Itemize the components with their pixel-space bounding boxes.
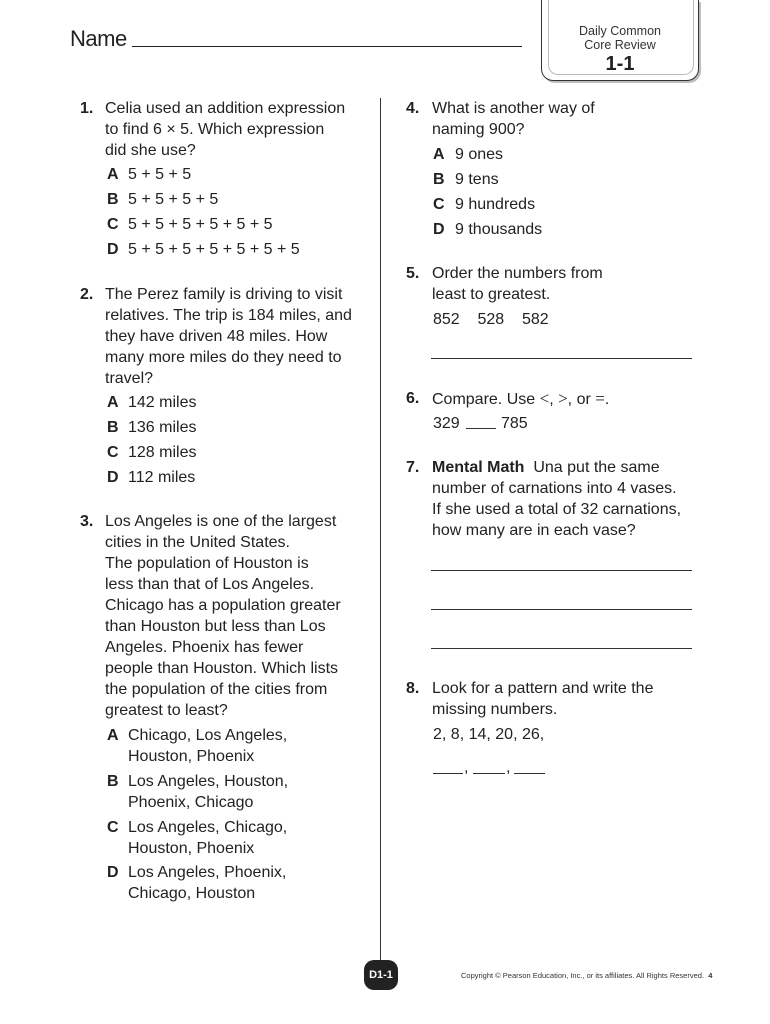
q3-text-line: less than that of Los Angeles. (105, 576, 315, 593)
review-code: 1-1 (605, 53, 635, 75)
q6-left-value: 329 (433, 415, 460, 432)
q2-option-b-letter[interactable]: B (107, 419, 119, 436)
page-badge: D1-1 (364, 960, 398, 990)
q3-option-c-letter[interactable]: C (107, 819, 119, 836)
q7-mental-math-label: Mental Math (432, 459, 525, 476)
q2-number: 2. (80, 286, 94, 303)
q3-text-line: people than Houston. Which lists (105, 660, 339, 677)
q4-option-d-letter[interactable]: D (433, 221, 445, 238)
q6-end: . (604, 391, 610, 408)
q3-text-line: than Houston but less than Los (105, 618, 326, 635)
q8-comma: , (464, 759, 469, 776)
q4-option-c-text[interactable]: 9 hundreds (455, 196, 536, 213)
q5-numbers: 852 528 582 (433, 311, 549, 328)
q1-option-a-letter[interactable]: A (107, 166, 119, 183)
q8-answer-blank[interactable] (514, 773, 545, 774)
q7-answer-line[interactable] (431, 609, 692, 610)
q8-number: 8. (406, 680, 420, 697)
q7-answer-line[interactable] (431, 570, 692, 571)
q3-option-c-line2[interactable]: Houston, Phoenix (128, 840, 255, 857)
q3-text-line: Angeles. Phoenix has fewer (105, 639, 304, 656)
q6-prompt (432, 388, 609, 410)
q1-text-line: Celia used an addition expression (105, 100, 346, 117)
q2-text-line: they have driven 48 miles. How (105, 328, 328, 345)
q4-option-a-text[interactable]: 9 ones (455, 146, 504, 163)
q3-text-line: Chicago has a population greater (105, 597, 341, 614)
q2-option-c-text[interactable]: 128 miles (128, 444, 197, 461)
q1-option-a-text[interactable]: 5 + 5 + 5 (128, 166, 192, 183)
q2-option-a-letter[interactable]: A (107, 394, 119, 411)
q4-text-line: What is another way of (432, 100, 595, 117)
copyright-footer (461, 971, 712, 980)
q3-option-d-line1[interactable]: Los Angeles, Phoenix, (128, 864, 287, 881)
q4-text-line: naming 900? (432, 121, 525, 138)
review-title-line2: Core Review (584, 38, 656, 52)
q3-number: 3. (80, 513, 94, 530)
q2-option-d-text[interactable]: 112 miles (128, 469, 196, 486)
name-input-line[interactable] (132, 46, 522, 47)
less-than-symbol: < (539, 389, 550, 408)
q6-sep2: , or (567, 391, 596, 408)
q3-text-line: cities in the United States. (105, 534, 290, 551)
q8-answer-blank[interactable] (433, 773, 463, 774)
q3-option-a-line1[interactable]: Chicago, Los Angeles, (128, 727, 288, 744)
greater-than-symbol: > (558, 389, 568, 408)
q3-option-b-line2[interactable]: Phoenix, Chicago (128, 794, 254, 811)
q2-text-line: relatives. The trip is 184 miles, and (105, 307, 352, 324)
q3-text-line: The population of Houston is (105, 555, 309, 572)
q2-option-b-text[interactable]: 136 miles (128, 419, 197, 436)
q1-number: 1. (80, 100, 94, 117)
review-title-line1: Daily Common (579, 24, 661, 38)
q6-sep1: , (549, 391, 559, 408)
q5-text-line: least to greatest. (432, 286, 551, 303)
q3-text-line: greatest to least? (105, 702, 228, 719)
q4-option-a-letter[interactable]: A (433, 146, 445, 163)
q2-text-line: many more miles do they need to (105, 349, 342, 366)
q5-text-line: Order the numbers from (432, 265, 603, 282)
q8-text-line: Look for a pattern and write the (432, 680, 654, 697)
q1-text-line: did she use? (105, 142, 196, 159)
q3-option-d-letter[interactable]: D (107, 864, 119, 881)
q1-option-d-text[interactable]: 5 + 5 + 5 + 5 + 5 + 5 + 5 (128, 241, 300, 258)
q2-text-line: The Perez family is driving to visit (105, 286, 343, 303)
q6-answer-blank[interactable] (466, 428, 496, 429)
q4-option-d-text[interactable]: 9 thousands (455, 221, 543, 238)
q2-option-c-letter[interactable]: C (107, 444, 119, 461)
q3-text-line: the population of the cities from (105, 681, 328, 698)
q8-comma: , (506, 759, 511, 776)
q1-option-b-letter[interactable]: B (107, 191, 119, 208)
q3-option-b-letter[interactable]: B (107, 773, 119, 790)
q1-text-line: to find 6 × 5. Which expression (105, 121, 325, 138)
q3-option-c-line1[interactable]: Los Angeles, Chicago, (128, 819, 288, 836)
q8-text-line: missing numbers. (432, 701, 558, 718)
copyright-text: Copyright © Pearson Education, Inc., or its affiliates. All Rights Reserved. (461, 971, 705, 980)
name-label: Name (70, 26, 127, 51)
q4-option-b-text[interactable]: 9 tens (455, 171, 499, 188)
q5-answer-line[interactable] (431, 358, 692, 359)
q5-number: 5. (406, 265, 420, 282)
equals-symbol: = (595, 389, 605, 408)
q1-option-c-letter[interactable]: C (107, 216, 119, 233)
q3-text-line: Los Angeles is one of the largest (105, 513, 337, 530)
q7-text-line: how many are in each vase? (432, 522, 636, 539)
q2-option-d-letter[interactable]: D (107, 469, 119, 486)
column-divider (380, 98, 381, 968)
q7-text-line: number of carnations into 4 vases. (432, 480, 677, 497)
q7-first-line-rest: Una put the same (533, 459, 660, 476)
q3-option-a-line2[interactable]: Houston, Phoenix (128, 748, 255, 765)
q3-option-d-line2[interactable]: Chicago, Houston (128, 885, 256, 902)
q8-sequence: 2, 8, 14, 20, 26, (433, 726, 545, 743)
q6-prompt-prefix: Compare. Use (432, 391, 540, 408)
q1-option-b-text[interactable]: 5 + 5 + 5 + 5 (128, 191, 219, 208)
q7-answer-line[interactable] (431, 648, 692, 649)
review-title (548, 24, 692, 52)
q2-text-line: travel? (105, 370, 154, 387)
q7-text-line: If she used a total of 32 carnations, (432, 501, 682, 518)
q7-first-line (432, 457, 660, 478)
q4-option-c-letter[interactable]: C (433, 196, 445, 213)
q1-option-d-letter[interactable]: D (107, 241, 119, 258)
q8-answer-blank[interactable] (473, 773, 505, 774)
q4-option-b-letter[interactable]: B (433, 171, 445, 188)
q3-option-a-letter[interactable]: A (107, 727, 119, 744)
q1-option-c-text[interactable]: 5 + 5 + 5 + 5 + 5 + 5 (128, 216, 273, 233)
q2-option-a-text[interactable]: 142 miles (128, 394, 197, 411)
q4-number: 4. (406, 100, 420, 117)
q6-number: 6. (406, 390, 420, 407)
q6-right-value: 785 (501, 415, 528, 432)
q7-number: 7. (406, 459, 420, 476)
q3-option-b-line1[interactable]: Los Angeles, Houston, (128, 773, 289, 790)
page-number: 4 (708, 971, 713, 980)
